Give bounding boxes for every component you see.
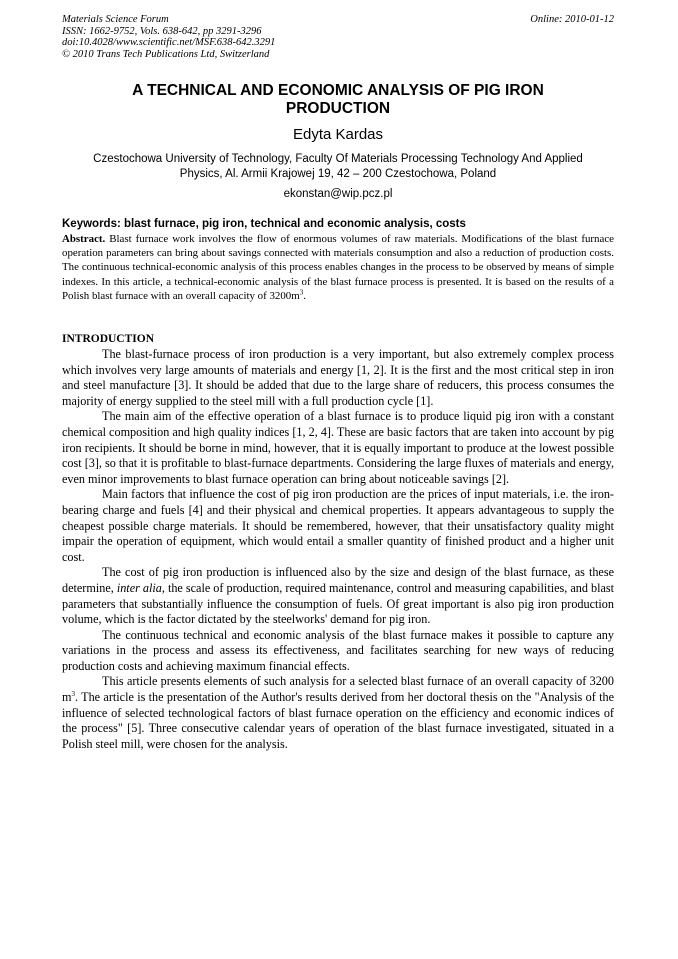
issn-line: ISSN: 1662-9752, Vols. 638-642, pp 3291-3296 <box>62 25 262 37</box>
title-line-1: A TECHNICAL AND ECONOMIC ANALYSIS OF PIG IRON <box>132 82 544 99</box>
journal-header <box>62 14 614 60</box>
title-line-2: PRODUCTION <box>285 100 391 117</box>
paragraph-part: , the scale of production, required maintenance, control and measuring capabilities, and blast parameters that substantially influence the consumption of fuels. Of great important is also pig iron production volume, which is the factor dictated by the steelworks' demand for pig iron. <box>62 580 614 627</box>
paragraph-part: The cost of pig iron production is influenced also by the size and design of the blast furnace, as these determine, <box>62 565 614 595</box>
paragraph: Main factors that influence the cost of pig iron production are the prices of input materials, i.e. the iron-bearing charge and fuels [4] and their physical and chemical properties. It appears advantageous to supply the cheapest possible charge materials. It should be remembered, however, that their unsatisfactory quality might impair the operation of equipment, which would entail a smaller quantity of finished product and a higher unit cost. <box>62 487 614 564</box>
keywords: Keywords: blast furnace, pig iron, technical and economic analysis, costs <box>62 218 466 230</box>
superscript: 3 <box>71 690 75 698</box>
journal-name: Materials Science Forum <box>62 14 169 25</box>
affiliation-line-2: Physics, Al. Armii Krajowej 19, 42 – 200 Czestochowa, Poland <box>179 168 497 180</box>
abstract <box>62 232 614 303</box>
abstract-superscript: 3 <box>299 288 304 297</box>
paragraph-part: . The article is the presentation of the Author's results derived from her doctoral thesis on the "Analysis of the influence of selected technological factors of blast furnace operation on the efficiency and economic indices of the process" [5]. Three consecutive calendar years of operation of the blast furnace investigated, situated in a Polish steel mill, were chosen for the analysis. <box>62 690 614 751</box>
author-email: ekonstan@wip.pcz.pl <box>283 188 393 200</box>
affiliation <box>62 152 614 182</box>
abstract-end: . <box>303 289 306 302</box>
paper-title <box>62 82 614 118</box>
doi-line: doi:10.4028/www.scientific.net/MSF.638-642.3291 <box>62 37 276 48</box>
italic-term: inter alia <box>116 580 162 595</box>
paragraph <box>62 565 614 627</box>
author-name: Edyta Kardas <box>292 126 384 143</box>
paragraph: The continuous technical and economic analysis of the blast furnace makes it possible to capture any variations in the process and assess its effectiveness, and facilitates searching for new ways of reducing production costs and achieving maximum financial effects. <box>62 627 614 673</box>
section-heading-introduction: INTRODUCTION <box>62 333 155 345</box>
copyright-line: © 2010 Trans Tech Publications Ltd, Switzerland <box>62 48 270 60</box>
introduction-body <box>62 347 614 752</box>
paragraph <box>62 674 614 752</box>
paragraph-part: This article presents elements of such analysis for a selected blast furnace of an overall capacity of 3200 m <box>62 674 614 705</box>
paragraph: The main aim of the effective operation of a blast furnace is to produce liquid pig iron with a constant chemical composition and high quality indices [1, 2, 4]. These are basic factors that are taken into account by pig iron recipients. It should be borne in mind, however, that it is equally important to produce at the lowest possible cost [3], so that it is profitable to blast-furnace departments. Considering the large fluxes of materials and energy, even minor improvements to blast furnace operation can bring about noticeable savings [2]. <box>62 409 614 486</box>
abstract-label: Abstract. <box>62 233 106 245</box>
abstract-text: Blast furnace work involves the flow of enormous volumes of raw materials. Modifications of the blast furnace operation parameters can bring about savings connected with materials consumption and also a reduction of production costs. The continuous technical-economic analysis of this process enables changes in the process to be observed by means of simple indexes. In this article, a technical-economic analysis of the blast furnace process is presented. It is based on the results of a Polish blast furnace with an overall capacity of 3200m <box>62 233 614 302</box>
affiliation-line-1: Czestochowa University of Technology, Faculty Of Materials Processing Technology And Applied <box>93 153 583 165</box>
online-date: Online: 2010-01-12 <box>530 14 614 25</box>
paragraph: The blast-furnace process of iron production is a very important, but also extremely complex process which involves very large amounts of materials and energy [1, 2]. It is the first and the most critical step in iron and steel manufacture [3]. It should be added that due to the large share of reducers, this process consumes the majority of energy supplied to the steel mill with a full production cycle [1]. <box>62 347 614 408</box>
